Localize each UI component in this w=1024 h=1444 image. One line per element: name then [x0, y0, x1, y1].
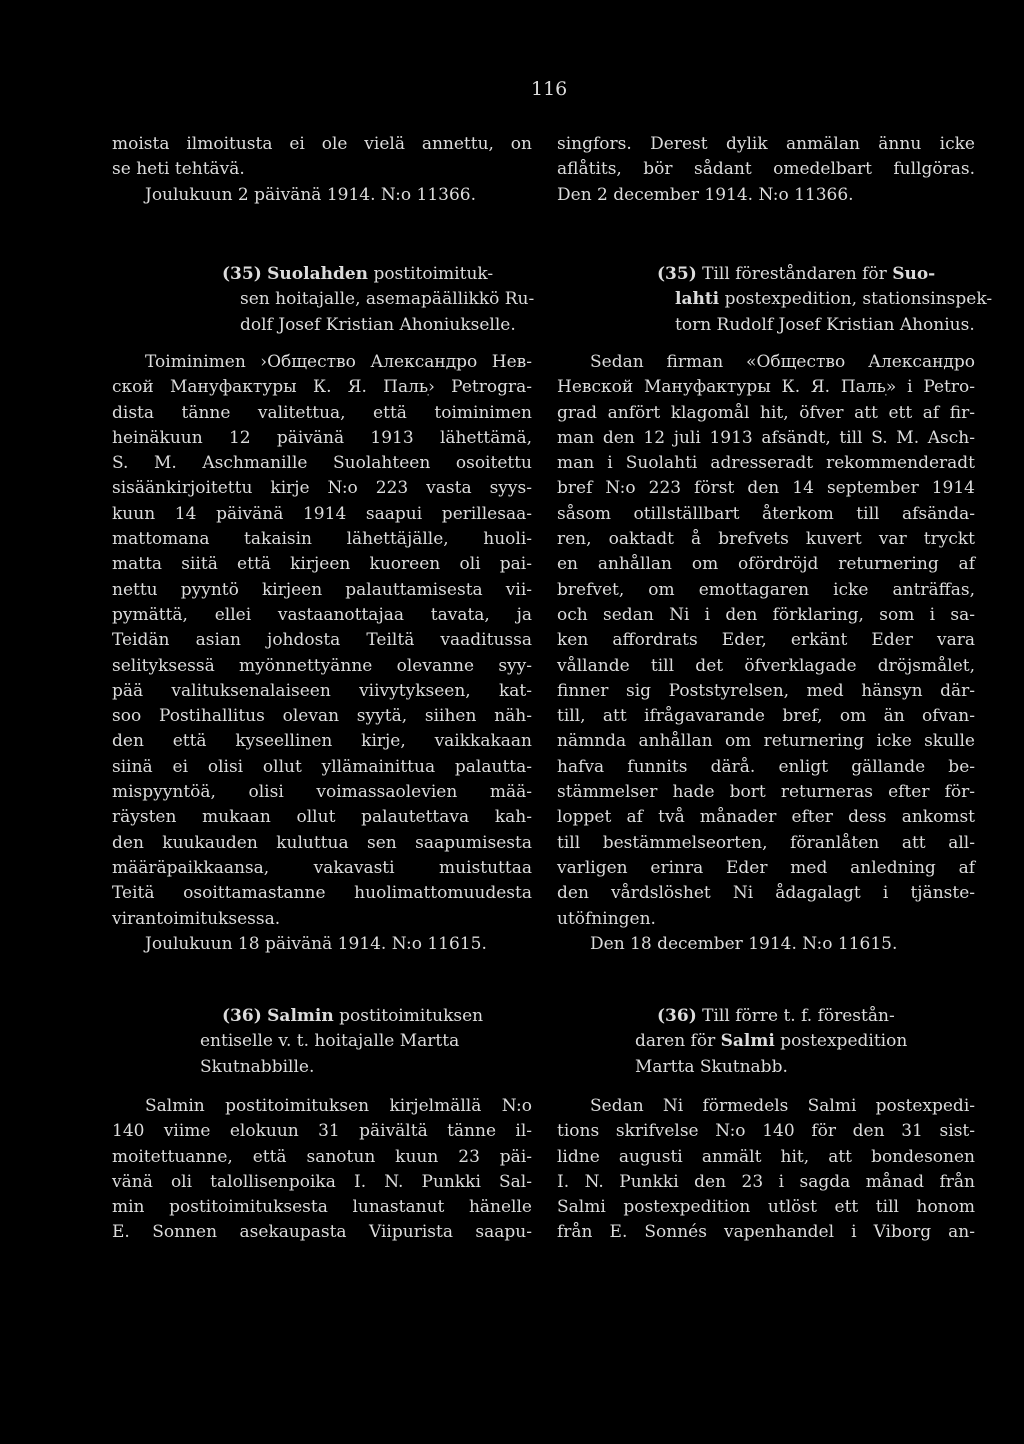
section-number: (36)	[222, 1006, 262, 1026]
text-line: ren, oaktadt å brefvets kuvert var tryckt	[557, 529, 975, 550]
section-number: (35)	[222, 264, 262, 284]
text-line: min postitoimituksesta lunastanut hänelle	[112, 1197, 532, 1218]
text-line: brefvet, om emottagaren icke anträffas,	[557, 579, 975, 600]
text-line: mispyyntöä, olisi voimassaolevien mää-	[112, 782, 532, 803]
text-line: hafva funnits därå. enligt gällande be-	[557, 756, 975, 777]
page-number: 116	[531, 78, 568, 100]
heading-line	[557, 287, 993, 312]
heading-line: sen hoitajalle, asemapäällikkö Ru-	[240, 289, 535, 310]
place-name: Suolahden	[267, 264, 369, 284]
text-line: S. M. Aschmanille Suolahteen osoitettu	[112, 453, 532, 474]
text-line: räysten mukaan ollut palautettava kah-	[112, 807, 532, 828]
section-number: (35)	[657, 264, 697, 284]
section-36-body	[557, 1094, 975, 1246]
heading-line	[657, 262, 975, 287]
text-line: matta siitä että kirjeen kuoreen oli pai-	[112, 554, 532, 575]
heading-line: Martta Skutnabb.	[635, 1056, 788, 1077]
date-line: Joulukuun 2 päivänä 1914. N:o 11366.	[145, 184, 477, 205]
intro-paragraph	[112, 132, 532, 208]
text-line: virantoimituksessa.	[112, 908, 281, 929]
text-line: Невской Мануфактуры К. Я. Пальׅ» i Petro-	[557, 377, 975, 398]
text-line: och sedan Ni i den förklaring, som i sa-	[557, 604, 975, 625]
intro-paragraph	[557, 132, 975, 208]
text-line: grad anfört klagomål hit, öfver att ett af fir-	[557, 402, 975, 423]
text-line: till, att ifrågavarande bref, om än ofvan-	[557, 706, 975, 727]
text-line: nämnda anhållan om returnering icke skulle	[557, 731, 975, 752]
heading-line	[557, 1029, 975, 1054]
text-line: siinä ei olisi ollut yllämainittua palautta-	[112, 756, 532, 777]
text-line: såsom otillställbart återkom till afsända-	[557, 503, 975, 524]
heading-line	[222, 262, 532, 287]
text-line: den kuukauden kuluttua sen saapumisesta	[112, 832, 532, 853]
date-line: Den 2 december 1914. N:o 11366.	[557, 184, 854, 205]
text-line: Salmi postexpedition utlöst ett till honom	[557, 1197, 975, 1218]
date-line: Den 18 december 1914. N:o 11615.	[590, 933, 898, 954]
heading-text: postexpedition, stationsinspek-	[724, 289, 993, 310]
text-line: dista tänne valitettua, että toiminimen	[112, 402, 532, 423]
section-36-heading	[557, 1004, 975, 1080]
text-line: vållande till det öfverklagade dröjsmålet,	[557, 655, 975, 676]
heading-text: postexpedition	[780, 1031, 908, 1052]
heading-line: Skutnabbille.	[200, 1056, 315, 1077]
text-line: tions skrifvelse N:o 140 för den 31 sist-	[557, 1121, 975, 1142]
text-line: från E. Sonnés vapenhandel i Viborg an-	[557, 1222, 975, 1243]
text-line: Sedan Ni förmedels Salmi postexpedi-	[590, 1096, 975, 1116]
text-line: Toiminimen ›Общество Александро Нев-	[145, 352, 532, 372]
place-name: lahti	[675, 289, 720, 310]
text-line: heinäkuun 12 päivänä 1913 lähettämä,	[112, 427, 532, 448]
text-line: 140 viime elokuun 31 päivältä tänne il-	[112, 1121, 532, 1142]
place-name: Salmin	[267, 1006, 334, 1026]
text-line: till bestämmelseorten, föranlåten att all-	[557, 832, 975, 853]
heading-line	[222, 1004, 532, 1029]
text-line: utöfningen.	[557, 908, 656, 929]
text-line: sisäänkirjoitettu kirje N:o 223 vasta syys-	[112, 478, 532, 499]
text-line: Sedan firman «Общество Александро	[590, 352, 975, 372]
text-line: soo Postihallitus olevan syytä, siihen näh-	[112, 706, 532, 727]
text-line: Teidän asian johdosta Teiltä vaaditussa	[112, 630, 532, 651]
text-line: se heti tehtävä.	[112, 159, 245, 180]
heading-text: daren för	[635, 1031, 716, 1052]
text-line: man den 12 juli 1913 afsändt, till S. M. Asch-	[557, 427, 975, 448]
text-line: pää valituksenalaiseen viivytykseen, kat-	[112, 680, 532, 701]
place-name: Suo-	[892, 264, 936, 284]
text-line: Teitä osoittamastanne huolimattomuudesta	[112, 883, 532, 904]
section-36-heading	[112, 1004, 532, 1080]
heading-text: Till föreståndaren för	[702, 264, 887, 284]
text-line: selityksessä myönnettyänne olevanne syy-	[112, 655, 532, 676]
section-36-body	[112, 1094, 532, 1246]
heading-line	[657, 1004, 975, 1029]
text-line: lidne augusti anmält hit, att bondesonen	[557, 1146, 975, 1167]
text-line: man i Suolahti adresseradt rekommenderadt	[557, 453, 975, 474]
section-35-heading	[557, 262, 993, 338]
text-line: stämmelser hade bort returneras efter för-	[557, 782, 975, 803]
text-line: määräpaikkaansa, vakavasti muistuttaa	[112, 857, 532, 878]
heading-line: entiselle v. t. hoitajalle Martta	[200, 1031, 460, 1052]
text-line: I. N. Punkki den 23 i sagda månad från	[557, 1171, 975, 1192]
heading-line: dolf Josef Kristian Ahoniukselle.	[240, 314, 516, 335]
text-line: en anhållan om ofördröjd returnering af	[557, 554, 975, 575]
section-35-heading	[112, 262, 535, 338]
text-line: pymättä, ellei vastaanottajaa tavata, ja	[112, 604, 532, 625]
text-line: loppet af två månader efter dess ankomst	[557, 807, 975, 828]
heading-line: torn Rudolf Josef Kristian Ahonius.	[675, 314, 975, 335]
section-35-body	[112, 350, 532, 957]
text-line: nettu pyyntö kirjeen palauttamisesta vii-	[112, 579, 532, 600]
heading-text: postitoimituk-	[373, 264, 494, 284]
section-number: (36)	[657, 1006, 697, 1026]
text-line: ской Мануфактуры К. Я. Пальׅ› Petrogra-	[112, 377, 532, 398]
text-line: finner sig Poststyrelsen, med hänsyn där-	[557, 680, 975, 701]
text-line: bref N:o 223 först den 14 september 1914	[557, 478, 975, 499]
text-line: Salmin postitoimituksen kirjelmällä N:o	[145, 1096, 532, 1116]
text-line: moista ilmoitusta ei ole vielä annettu, on	[112, 134, 532, 154]
section-35-body	[557, 350, 975, 957]
date-line: Joulukuun 18 päivänä 1914. N:o 11615.	[145, 933, 487, 954]
text-line: E. Sonnen asekaupasta Viipurista saapu-	[112, 1222, 532, 1243]
place-name: Salmi	[720, 1031, 775, 1052]
text-line: vänä oli talollisenpoika I. N. Punkki Sal-	[112, 1171, 532, 1192]
heading-text: postitoimituksen	[339, 1006, 484, 1026]
text-line: ken affordrats Eder, erkänt Eder vara	[557, 630, 975, 651]
text-line: aflåtits, bör sådant omedelbart fullgöras.	[557, 159, 975, 180]
text-line: mattomana takaisin lähettäjälle, huoli-	[112, 529, 532, 550]
text-line: varligen erinra Eder med anledning af	[557, 857, 975, 878]
heading-text: Till förre t. f. förestån-	[702, 1006, 895, 1026]
text-line: den että kyseellinen kirje, vaikkakaan	[112, 731, 532, 752]
text-line: moitettuanne, että sanotun kuun 23 päi-	[112, 1146, 532, 1167]
text-line: kuun 14 päivänä 1914 saapui perillesaa-	[112, 503, 532, 524]
text-line: den vårdslöshet Ni ådagalagt i tjänste-	[557, 883, 975, 904]
text-line: singfors. Derest dylik anmälan ännu icke	[557, 134, 975, 154]
